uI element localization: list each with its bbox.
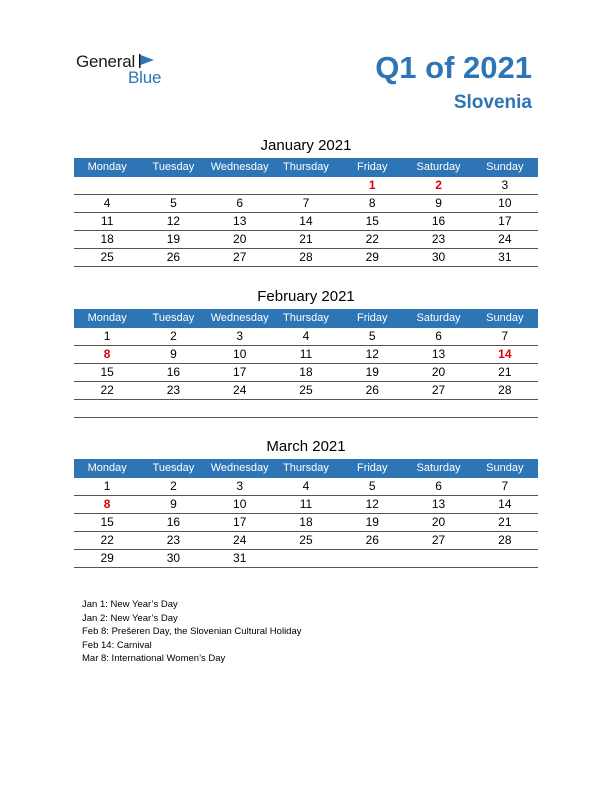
day-cell: 22: [365, 232, 379, 246]
day-cell: 6: [236, 196, 244, 210]
week-row: [74, 195, 538, 213]
day-cell: 8: [368, 196, 376, 210]
week-row: [74, 231, 538, 249]
day-cell: 2: [170, 329, 177, 343]
holiday-note: Mar 8: International Women’s Day: [82, 653, 226, 664]
day-cell: [273, 550, 339, 567]
day-cell: 15: [365, 214, 379, 228]
week-row: [74, 346, 538, 364]
day-cell: 22: [100, 533, 114, 547]
day-cell: 29: [365, 250, 379, 264]
day-cell: 14: [498, 497, 512, 511]
weekday-header: [74, 158, 538, 177]
week-row: [74, 496, 538, 514]
country-name: Slovenia: [453, 92, 532, 113]
month-title: January 2021: [260, 137, 352, 154]
day-cell: 26: [365, 383, 379, 397]
day-cell: 12: [365, 347, 379, 361]
weekday-label: Sunday: [486, 312, 524, 324]
holiday-note: Jan 1: New Year’s Day: [82, 599, 178, 610]
holiday-note: Jan 2: New Year’s Day: [82, 612, 178, 624]
weekday-label: Sunday: [486, 161, 524, 173]
week-row: [74, 550, 538, 568]
day-cell: 17: [498, 214, 512, 228]
day-cell: 31: [233, 551, 247, 565]
day-cell: 28: [498, 533, 512, 547]
weekday-label: Saturday: [416, 462, 461, 474]
day-cell: 23: [166, 533, 181, 547]
weekday-label: Thursday: [283, 312, 329, 324]
day-cell: 9: [435, 196, 442, 210]
weeks: [74, 328, 538, 418]
weekday-header: [74, 459, 538, 478]
day-cell: [140, 400, 206, 417]
day-cell: 19: [166, 232, 181, 246]
week-row: [74, 532, 538, 550]
holiday-day-cell: 14: [498, 347, 512, 361]
day-cell: 5: [170, 196, 177, 210]
day-cell: 14: [299, 214, 313, 228]
weekday-label: Sunday: [486, 462, 524, 474]
holiday-day-cell: 1: [368, 178, 376, 192]
day-cell: 18: [100, 232, 114, 246]
day-cell: 21: [498, 515, 512, 529]
day-cell: [339, 550, 405, 567]
day-cell: 30: [431, 250, 446, 264]
flag-icon: [139, 54, 155, 68]
weekday-label: Friday: [356, 462, 388, 474]
day-cell: 6: [435, 479, 442, 493]
day-cell: [74, 177, 140, 194]
day-cell: 24: [498, 232, 512, 246]
day-cell: 31: [498, 250, 512, 264]
day-cell: 20: [233, 232, 247, 246]
weekday-label: Saturday: [416, 312, 461, 324]
logo-text-blue: Blue: [128, 68, 162, 87]
day-cell: 26: [166, 250, 181, 264]
weekday-label: Friday: [356, 312, 388, 324]
holiday-day-cell: 2: [435, 178, 442, 192]
day-cell: 23: [431, 232, 446, 246]
day-cell: [207, 177, 273, 194]
day-cell: 12: [365, 497, 379, 511]
day-cell: [273, 177, 339, 194]
day-cell: 27: [431, 383, 446, 397]
day-cell: [140, 177, 206, 194]
day-cell: 3: [236, 479, 244, 493]
weekday-label: Thursday: [283, 462, 329, 474]
week-row: [74, 249, 538, 267]
day-cell: 27: [431, 533, 446, 547]
day-cell: 30: [166, 551, 181, 565]
day-cell: 19: [365, 515, 379, 529]
day-cell: 16: [166, 515, 181, 529]
weekday-header: [74, 309, 538, 328]
day-cell: 17: [233, 515, 247, 529]
holiday-day-cell: 8: [103, 347, 111, 361]
day-cell: 11: [100, 214, 114, 228]
day-cell: 9: [170, 347, 177, 361]
day-cell: [405, 400, 471, 417]
weekday-label: Tuesday: [152, 462, 195, 474]
day-cell: 27: [233, 250, 247, 264]
day-cell: 15: [100, 365, 114, 379]
week-row: [74, 328, 538, 346]
week-row: [74, 478, 538, 496]
day-cell: 23: [166, 383, 181, 397]
day-cell: 28: [299, 250, 313, 264]
weekday-label: Monday: [87, 161, 127, 173]
day-cell: 17: [233, 365, 247, 379]
weeks: [74, 177, 538, 267]
day-cell: 12: [166, 214, 181, 228]
weekday-label: Friday: [356, 161, 388, 173]
day-cell: 25: [299, 533, 313, 547]
day-cell: 5: [368, 479, 376, 493]
weekday-label: Monday: [87, 462, 127, 474]
day-cell: 16: [166, 365, 181, 379]
day-cell: [207, 400, 273, 417]
day-cell: 4: [302, 479, 310, 493]
week-row: [74, 382, 538, 400]
month-calendar-january: [74, 136, 538, 267]
day-cell: 9: [170, 497, 177, 511]
day-cell: 11: [299, 347, 313, 361]
day-cell: 20: [431, 515, 446, 529]
holiday-list: [82, 598, 302, 666]
day-cell: 10: [233, 347, 247, 361]
day-cell: 26: [365, 533, 379, 547]
weekday-label: Tuesday: [152, 312, 195, 324]
day-cell: 22: [100, 383, 114, 397]
day-cell: [74, 400, 140, 417]
day-cell: 4: [103, 196, 111, 210]
day-cell: 1: [103, 329, 111, 343]
holiday-note: Feb 8: Prešeren Day, the Slovenian Cultural Holiday: [82, 626, 302, 637]
weekday-label: Wednesday: [210, 462, 269, 474]
holiday-note: Feb 14: Carnival: [82, 639, 152, 651]
weekday-label: Wednesday: [210, 312, 269, 324]
day-cell: 28: [498, 383, 512, 397]
weekday-label: Monday: [87, 312, 127, 324]
logo-text-general: General: [76, 52, 136, 71]
day-cell: [472, 400, 538, 417]
day-cell: 13: [431, 497, 446, 511]
day-cell: 20: [431, 365, 446, 379]
logo: [76, 52, 176, 88]
day-cell: 24: [233, 383, 247, 397]
day-cell: 7: [501, 479, 509, 493]
day-cell: 25: [299, 383, 313, 397]
day-cell: 5: [368, 329, 376, 343]
day-cell: 18: [299, 515, 313, 529]
day-cell: 29: [100, 551, 114, 565]
day-cell: 25: [100, 250, 114, 264]
day-cell: 21: [299, 232, 313, 246]
month-title: March 2021: [266, 438, 346, 455]
day-cell: 3: [236, 329, 244, 343]
day-cell: 18: [299, 365, 313, 379]
month-title: February 2021: [257, 288, 355, 305]
month-calendar-february: [74, 287, 538, 418]
day-cell: [273, 400, 339, 417]
month-calendar-march: [74, 437, 538, 568]
day-cell: [472, 550, 538, 567]
day-cell: 6: [435, 329, 442, 343]
day-cell: 15: [100, 515, 114, 529]
day-cell: 21: [498, 365, 512, 379]
week-row: [74, 514, 538, 532]
day-cell: 13: [431, 347, 446, 361]
day-cell: 16: [431, 214, 446, 228]
day-cell: 13: [233, 214, 247, 228]
day-cell: 7: [302, 196, 310, 210]
week-row: [74, 213, 538, 231]
day-cell: [405, 550, 471, 567]
weekday-label: Wednesday: [210, 161, 269, 173]
day-cell: 3: [501, 178, 509, 192]
holiday-day-cell: 8: [103, 497, 111, 511]
day-cell: 10: [498, 196, 512, 210]
weekday-label: Tuesday: [152, 161, 195, 173]
day-cell: 7: [501, 329, 509, 343]
day-cell: 11: [299, 497, 313, 511]
day-cell: 10: [233, 497, 247, 511]
week-row: [74, 177, 538, 195]
day-cell: 19: [365, 365, 379, 379]
week-row: [74, 364, 538, 382]
day-cell: 2: [170, 479, 177, 493]
week-row: [74, 400, 538, 418]
page-title: Q1 of 2021: [375, 50, 532, 85]
weekday-label: Thursday: [283, 161, 329, 173]
day-cell: [339, 400, 405, 417]
day-cell: 24: [233, 533, 247, 547]
day-cell: 4: [302, 329, 310, 343]
weeks: [74, 478, 538, 568]
weekday-label: Saturday: [416, 161, 461, 173]
day-cell: 1: [103, 479, 111, 493]
